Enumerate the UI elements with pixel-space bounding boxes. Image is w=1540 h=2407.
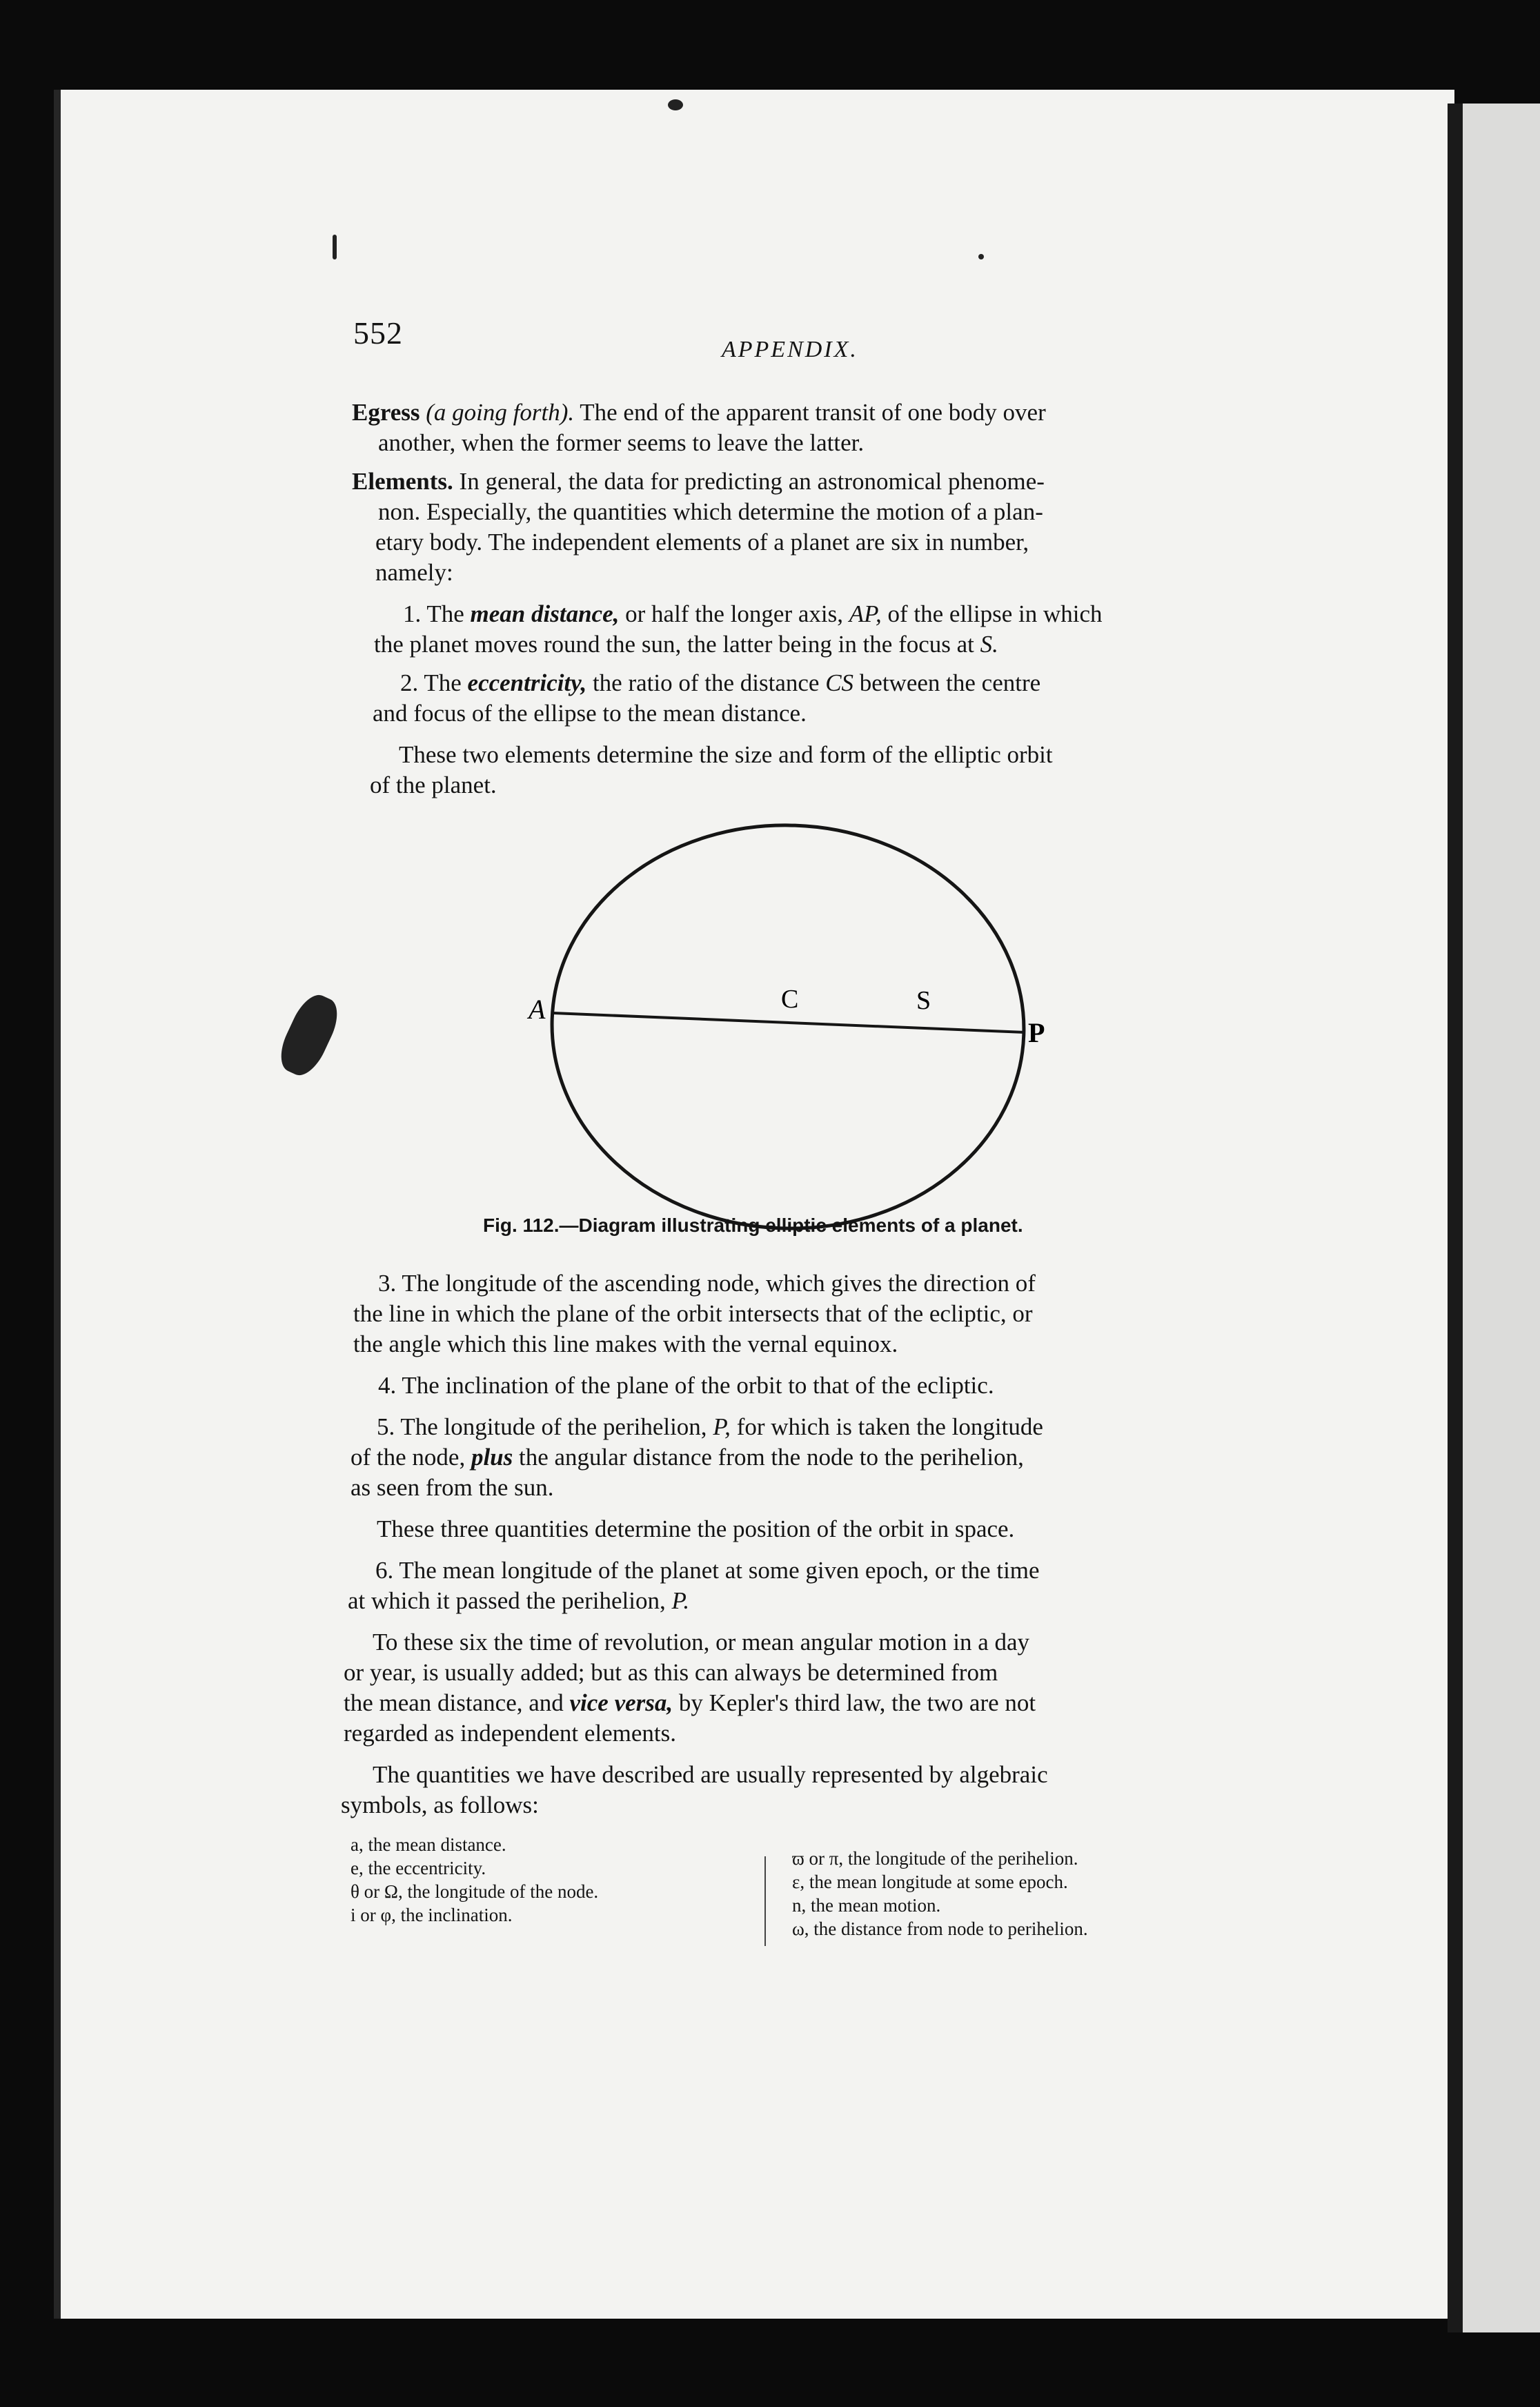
item2-line1 <box>400 668 1040 698</box>
item5-line1 <box>377 1412 1043 1442</box>
item2-term: eccentricity, <box>467 669 587 696</box>
six-para-line1: To these six the time of revolution, or mean angular motion in a day <box>373 1629 1030 1656</box>
item5-plus: plus <box>471 1444 513 1471</box>
adjacent-page-edge <box>1463 104 1540 2332</box>
orbit-ellipse <box>545 817 1031 1235</box>
item1-term: mean distance, <box>470 600 620 627</box>
elements-line4: namely: <box>375 559 453 586</box>
item5-text-a: 5. The longitude of the perihelion, <box>377 1413 707 1440</box>
two-elements-line2: of the planet. <box>370 772 497 798</box>
two-elements-line1: These two elements determine the size and form of the elliptic orbit <box>399 741 1053 768</box>
item5-p: P, <box>713 1413 731 1440</box>
symbol-theta: θ or Ω, the longitude of the node. <box>351 1881 599 1902</box>
item5-line2-a: of the node, <box>351 1444 466 1471</box>
item2-lead: 2. The <box>400 669 462 696</box>
item5-line2 <box>351 1442 1024 1473</box>
page-number: 552 <box>353 315 403 351</box>
item3-line3: the angle which this line makes with the vernal equinox. <box>353 1330 898 1357</box>
item5-text-b: for which is taken the longitude <box>736 1413 1043 1440</box>
item4-line1: 4. The inclination of the plane of the orbit to that of the ecliptic. <box>378 1372 994 1399</box>
ink-speck <box>333 235 337 259</box>
major-axis <box>553 1013 1025 1032</box>
symbols-left-column <box>351 1833 598 1927</box>
item6-line1: 6. The mean longitude of the planet at some given epoch, or the time <box>375 1557 1040 1584</box>
item1-focus-s: S. <box>980 631 998 658</box>
elements-line2: non. Especially, the quantities which determine the motion of a plan- <box>378 498 1043 525</box>
elements-term: Elements. <box>352 468 453 495</box>
egress-term: Egress <box>352 399 420 426</box>
label-a: A <box>529 994 546 1025</box>
running-head: APPENDIX. <box>722 337 858 362</box>
item6-p: P. <box>671 1587 690 1614</box>
symbol-i: i or φ, the inclination. <box>351 1905 513 1925</box>
figure-caption: Fig. 112.—Diagram illustrating elliptic elements of a planet. <box>483 1215 1023 1236</box>
symbols-intro-line1: The quantities we have described are usually represented by algebraic <box>373 1761 1048 1788</box>
ink-speck <box>668 99 683 110</box>
symbol-e: e, the eccentricity. <box>351 1858 486 1878</box>
elements-entry <box>352 466 1045 497</box>
item1-line2 <box>374 629 998 660</box>
item2-rest-b: between the centre <box>859 669 1041 696</box>
item6-line2 <box>348 1586 689 1616</box>
egress-entry <box>352 397 1046 428</box>
six-para-line2: or year, is usually added; but as this can always be determined from <box>344 1659 998 1686</box>
symbols-intro-line2: symbols, as follows: <box>341 1791 539 1818</box>
column-divider <box>764 1856 766 1946</box>
label-s: S <box>916 986 931 1015</box>
item1-axis: AP, <box>849 600 882 627</box>
six-para-vice-versa: vice versa, <box>569 1689 673 1716</box>
symbol-omega: ω, the distance from node to perihelion. <box>792 1918 1088 1939</box>
label-c: C <box>781 985 799 1014</box>
symbols-right-column <box>792 1847 1088 1941</box>
six-para-line3-b: by Kepler's third law, the two are not <box>678 1689 1036 1716</box>
item5-line2-b: the angular distance from the node to the perihelion, <box>519 1444 1024 1471</box>
item6-line2-text: at which it passed the perihelion, <box>348 1587 666 1614</box>
item1-line1 <box>403 599 1103 629</box>
symbol-a: a, the mean distance. <box>351 1834 506 1855</box>
label-p: P <box>1028 1017 1045 1048</box>
book-spine <box>1448 104 1463 2332</box>
orbit-diagram <box>524 807 1049 1235</box>
symbol-n: n, the mean motion. <box>792 1895 941 1916</box>
ink-speck <box>978 254 984 259</box>
item1-rest-b: of the ellipse in which <box>887 600 1103 627</box>
item1-rest: or half the longer axis, <box>625 600 843 627</box>
item2-cs: CS <box>825 669 854 696</box>
item1-lead: 1. The <box>403 600 464 627</box>
egress-line2: another, when the former seems to leave the latter. <box>378 429 865 456</box>
symbol-epsilon: ε, the mean longitude at some epoch. <box>792 1871 1068 1892</box>
elements-line3: etary body. The independent elements of a planet are six in number, <box>375 529 1029 556</box>
elements-line1: In general, the data for predicting an astronomical phenome- <box>459 468 1045 495</box>
item3-line2: the line in which the plane of the orbit intersects that of the ecliptic, or <box>353 1300 1033 1327</box>
three-quantities-line: These three quantities determine the position of the orbit in space. <box>377 1515 1015 1542</box>
six-para-line4: regarded as independent elements. <box>344 1720 677 1747</box>
item1-line2-text: the planet moves round the sun, the latter being in the focus at <box>374 631 974 658</box>
six-para-line3-a: the mean distance, and <box>344 1689 564 1716</box>
egress-line1: The end of the apparent transit of one body over <box>580 399 1046 426</box>
item3-line1: 3. The longitude of the ascending node, which gives the direction of <box>378 1270 1036 1297</box>
egress-gloss: (a going forth). <box>426 399 575 426</box>
item2-rest: the ratio of the distance <box>592 669 820 696</box>
symbol-varpi: ϖ or π, the longitude of the perihelion. <box>792 1848 1078 1869</box>
item2-line2: and focus of the ellipse to the mean distance. <box>373 700 807 727</box>
six-para-line3 <box>344 1688 1036 1718</box>
item5-line3: as seen from the sun. <box>351 1474 554 1501</box>
